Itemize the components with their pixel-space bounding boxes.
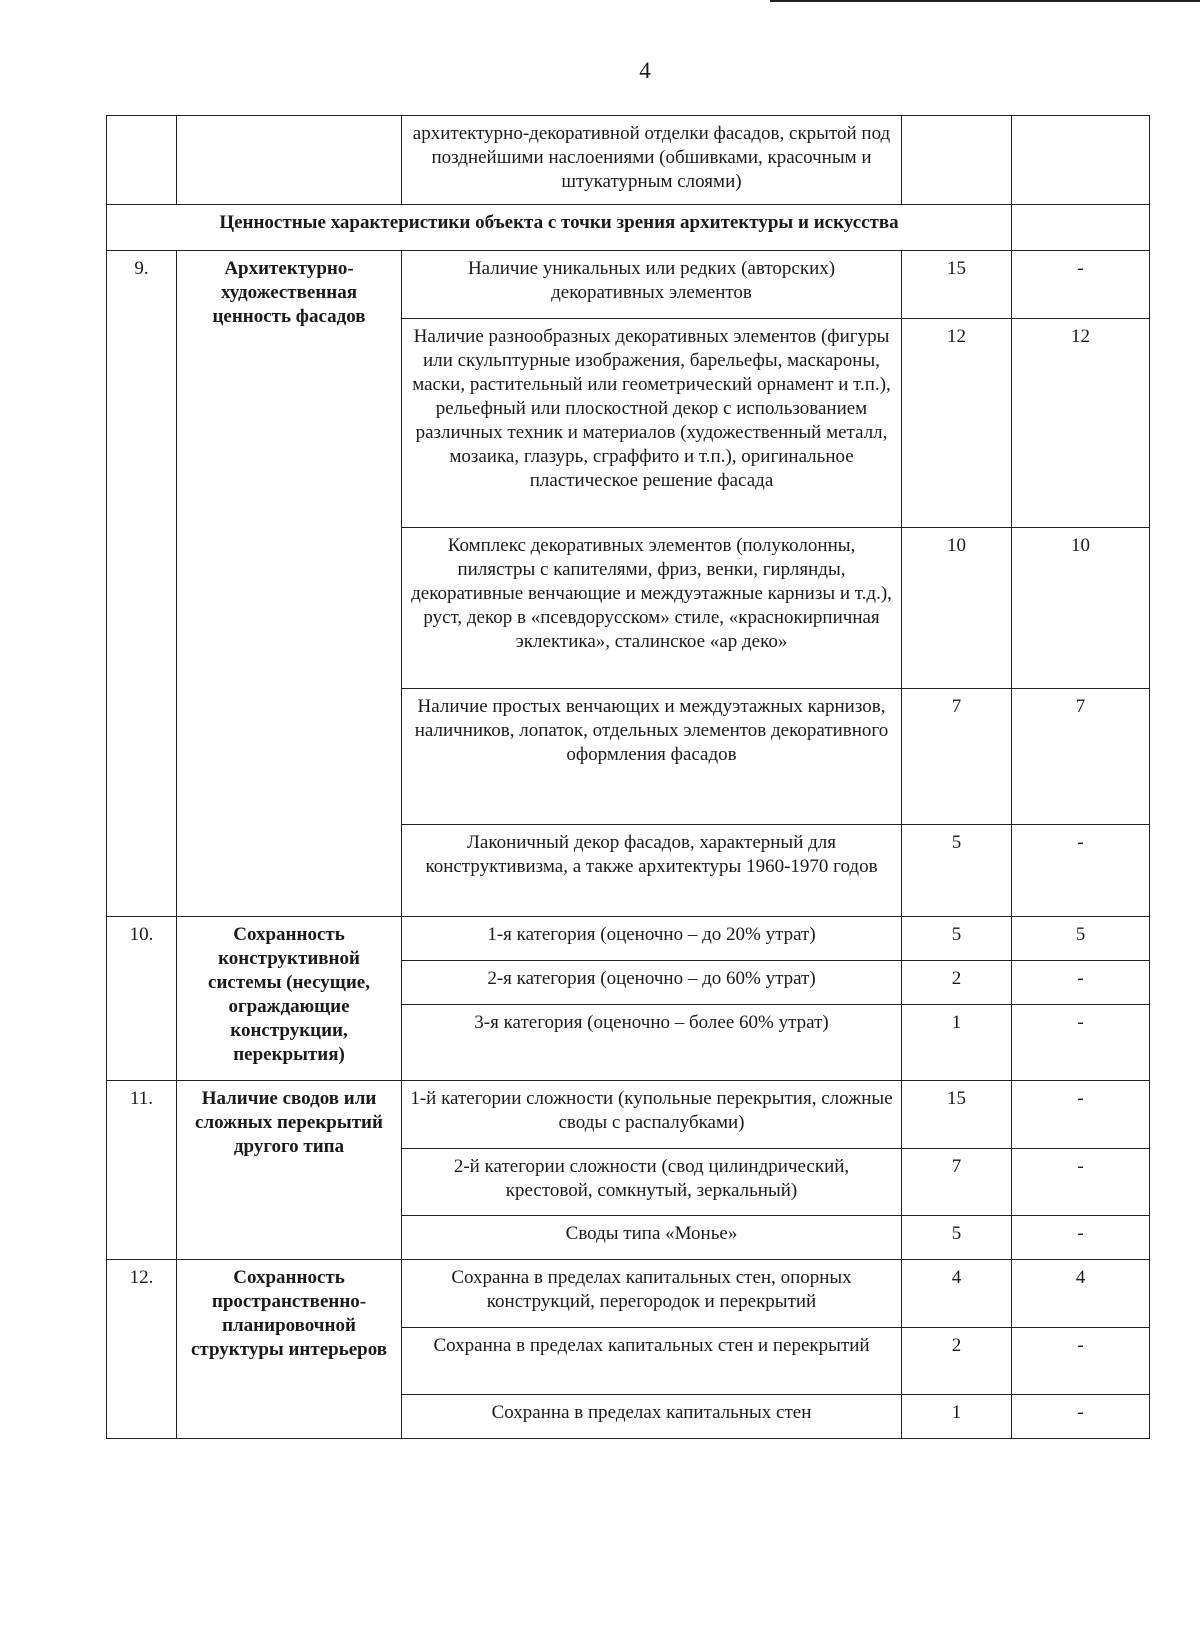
points-cell: 15: [902, 1081, 1012, 1149]
criterion-title: Архитектурно-художественная ценность фасадов: [177, 251, 402, 917]
page-number: 4: [639, 58, 651, 83]
table-row: [107, 917, 1150, 961]
score-cell: -: [1012, 825, 1150, 917]
description-cell: Комплекс декоративных элементов (полуколонны, пилястры с капителями, фриз, венки, гирлянды, декоративные венчающие и междуэтажные карнизы и т.д.), руст, декор в «псевдорусском» стиле, «краснокирпичная эклектика», сталинское «ар деко»: [402, 528, 902, 689]
table-row: [107, 1260, 1150, 1328]
points-cell: 15: [902, 251, 1012, 319]
description-cell: Лаконичный декор фасадов, характерный для конструктивизма, а также архитектуры 1960-1970 годов: [402, 825, 902, 917]
table-row: [107, 1081, 1150, 1149]
description-cell: Своды типа «Монье»: [402, 1216, 902, 1260]
score-cell: -: [1012, 1005, 1150, 1081]
description-cell: Сохранна в пределах капитальных стен, опорных конструкций, перегородок и перекрытий: [402, 1260, 902, 1328]
score-cell: 12: [1012, 319, 1150, 528]
description-cell: архитектурно-декоративной отделки фасадов, скрытой под позднейшими наслоениями (обшивками, красочным и штукатурным слоями): [402, 116, 902, 205]
score-cell: -: [1012, 1328, 1150, 1395]
description-cell: Наличие разнообразных декоративных элементов (фигуры или скульптурные изображения, барельефы, маскароны, маски, растительный или геометрический орнамент и т.п.), рельефный или плоскостной декор с использованием различных техник и материалов (художественный металл, мозаика, глазурь, сграффито и т.п.), оригинальное пластическое решение фасада: [402, 319, 902, 528]
score-cell: [1012, 116, 1150, 205]
description-cell: 2-й категории сложности (свод цилиндрический, крестовой, сомкнутый, зеркальный): [402, 1149, 902, 1216]
criterion-title: Наличие сводов или сложных перекрытий другого типа: [177, 1081, 402, 1260]
points-cell: 12: [902, 319, 1012, 528]
score-cell: -: [1012, 1081, 1150, 1149]
points-cell: [902, 116, 1012, 205]
row-number: 9.: [107, 251, 177, 917]
description-cell: 3-я категория (оценочно – более 60% утрат): [402, 1005, 902, 1081]
description-cell: Наличие простых венчающих и междуэтажных карнизов, наличников, лопаток, отдельных элементов декоративного оформления фасадов: [402, 689, 902, 825]
score-cell: -: [1012, 1216, 1150, 1260]
description-cell: 2-я категория (оценочно – до 60% утрат): [402, 961, 902, 1005]
points-cell: 4: [902, 1260, 1012, 1328]
criterion-title: Сохранность пространственно-планировочной структуры интерьеров: [177, 1260, 402, 1439]
score-cell: [1012, 205, 1150, 251]
description-cell: 1-й категории сложности (купольные перекрытия, сложные своды с распалубками): [402, 1081, 902, 1149]
points-cell: 5: [902, 825, 1012, 917]
score-cell: -: [1012, 1395, 1150, 1439]
score-cell: 10: [1012, 528, 1150, 689]
description-cell: Наличие уникальных или редких (авторских) декоративных элементов: [402, 251, 902, 319]
score-cell: 4: [1012, 1260, 1150, 1328]
score-cell: 5: [1012, 917, 1150, 961]
row-number: 10.: [107, 917, 177, 1081]
points-cell: 1: [902, 1395, 1012, 1439]
row-number: 12.: [107, 1260, 177, 1439]
row-number: 11.: [107, 1081, 177, 1260]
score-cell: -: [1012, 1149, 1150, 1216]
points-cell: 5: [902, 917, 1012, 961]
section-title: Ценностные характеристики объекта с точки зрения архитектуры и искусства: [107, 205, 1012, 251]
description-cell: 1-я категория (оценочно – до 20% утрат): [402, 917, 902, 961]
description-cell: Сохранна в пределах капитальных стен: [402, 1395, 902, 1439]
points-cell: 7: [902, 689, 1012, 825]
description-cell: Сохранна в пределах капитальных стен и перекрытий: [402, 1328, 902, 1395]
table-row: [107, 251, 1150, 319]
score-cell: -: [1012, 251, 1150, 319]
criterion-title: Сохранность конструктивной системы (несущие, ограждающие конструкции, перекрытия): [177, 917, 402, 1081]
score-cell: -: [1012, 961, 1150, 1005]
points-cell: 7: [902, 1149, 1012, 1216]
criterion-cell: [177, 116, 402, 205]
points-cell: 2: [902, 1328, 1012, 1395]
score-cell: 7: [1012, 689, 1150, 825]
num-cell: [107, 116, 177, 205]
points-cell: 2: [902, 961, 1012, 1005]
points-cell: 1: [902, 1005, 1012, 1081]
top-border-line: [770, 0, 1200, 2]
points-cell: 5: [902, 1216, 1012, 1260]
table-row: [107, 116, 1150, 205]
section-header-row: [107, 205, 1150, 251]
points-cell: 10: [902, 528, 1012, 689]
criteria-table: [106, 115, 1150, 1439]
